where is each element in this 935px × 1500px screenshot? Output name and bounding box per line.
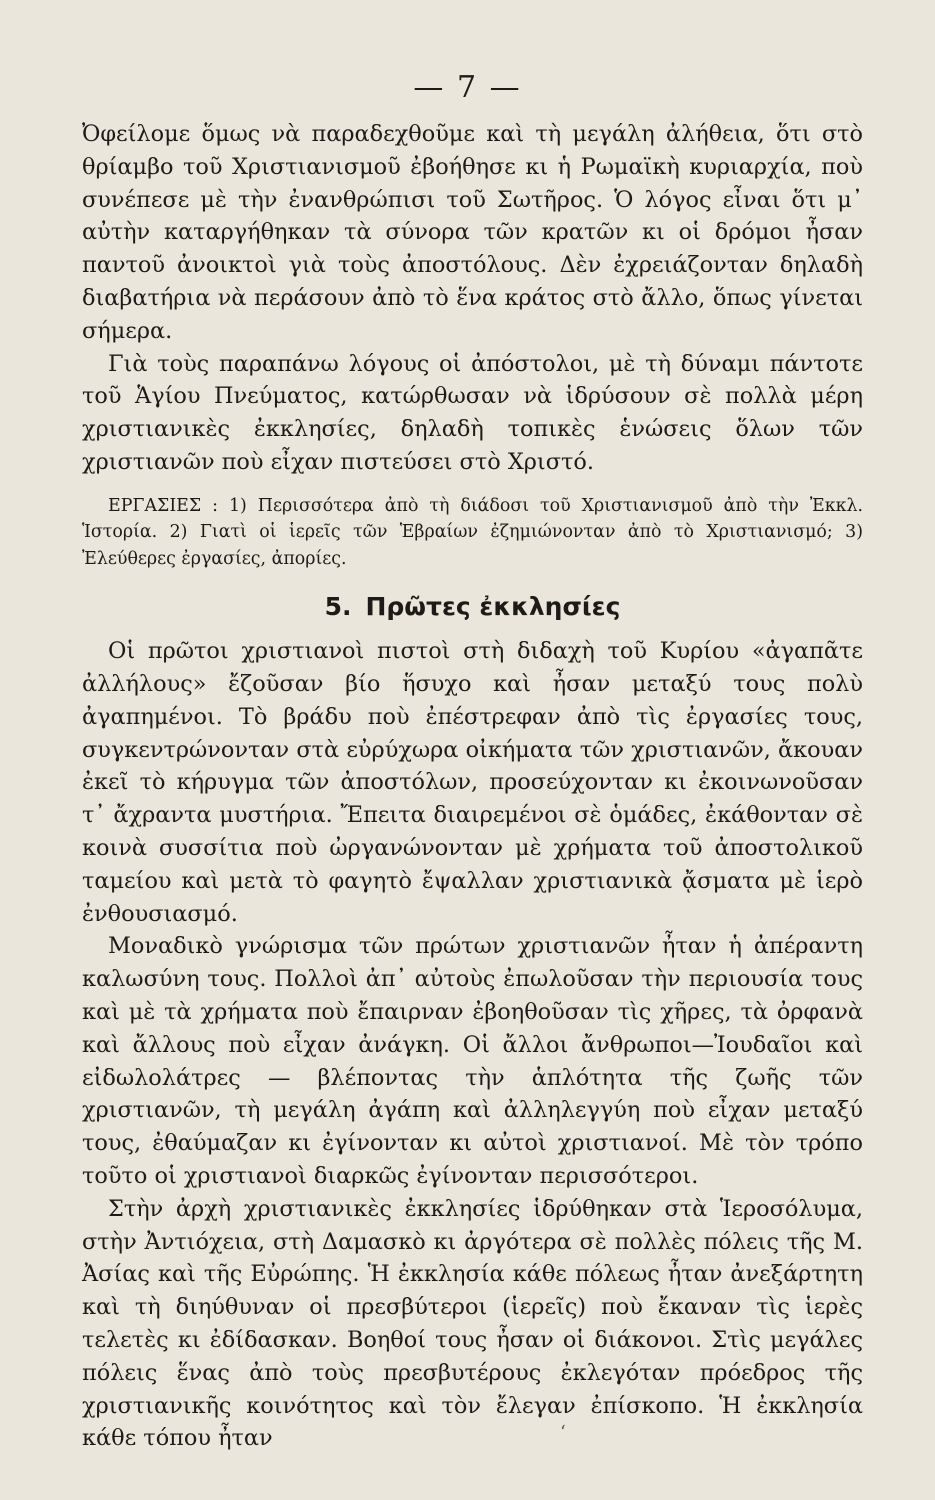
section-heading [82,592,863,621]
paragraph: Οἱ πρῶτοι χριστιανοὶ πιστοὶ στὴ διδαχὴ τοῦ Κυρίου «ἀγαπᾶτε ἀλλήλους» ἔζοῦσαν βίο ἥσυχο καὶ ἦσαν μεταξύ τους πολὺ ἀγαπημένοι. Τὸ βράδυ ποὺ ἐπέστρεφαν ἀπὸ τὶς ἐργασίες τους, συγκεντρώνονταν στὰ εὐρύχωρα οἰκήματα τῶν χριστιανῶν, ἄκουαν ἐκεῖ τὸ κήρυγμα τῶν ἀποστόλων, προσεύχονταν κι ἐκοινωνοῦσαν τ᾽ ἄχραντα μυστήρια. Ἔπειτα διαιρεμένοι σὲ ὁμάδες, ἐκάθονταν σὲ κοινὰ συσσίτια ποὺ ὠργανώνονταν μὲ χρήματα τοῦ ἀποστολικοῦ ταμείου καὶ μετὰ τὸ φαγητὸ ἔψαλλαν χριστιανικὰ ᾄσματα μὲ ἱερὸ ἐνθουσιασμό. [82,638,863,927]
paragraph: Ὀφείλομε ὅμως νὰ παραδεχθοῦμε καὶ τὴ μεγάλη ἀλήθεια, ὅτι στὸ θρίαμβο τοῦ Χριστιανισμοῦ ἐβοήθησε κι ἡ Ρωμαϊκὴ κυριαρχία, ποὺ συνέπεσε μὲ τὴν ἐνανθρώπισι τοῦ Σωτῆρος. Ὁ λόγος εἶναι ὅτι μ᾽ αὐτὴν καταργήθηκαν τὰ σύνορα τῶν κρατῶν κι οἱ δρόμοι ἦσαν παντοῦ ἀνοικτοὶ γιὰ τοὺς ἀποστόλους. Δὲν ἐχρειάζονταν δηλαδὴ διαβατήρια νὰ περάσουν ἀπὸ τὸ ἕνα κράτος στὸ ἄλλο, ὅπως γίνεται σήμερα. [82,121,863,344]
section-title: Πρῶτες ἐκκλησίες [365,592,621,622]
paragraph: Μοναδικὸ γνώρισμα τῶν πρώτων χριστιανῶν ἦταν ἡ ἀπέραντη καλωσύνη τους. Πολλοὶ ἀπ᾽ αὐτοὺς ἐπωλοῦσαν τὴν περιουσία τους καὶ μὲ τὰ χρήματα ποὺ ἔπαιρναν ἐβοηθοῦσαν τὶς χῆρες, τὰ ὀρφανὰ καὶ ἄλλους ποὺ εἶχαν ἀνάγκη. Οἱ ἄλλοι ἄνθρωποι—Ἰουδαῖοι καὶ εἰδωλολάτρες — βλέποντας τὴν ἁπλότητα τῆς ζωῆς τῶν χριστιανῶν, τὴ μεγάλη ἀγάπη καὶ ἀλληλεγγύη ποὺ εἶχαν μεταξύ τους, ἐθαύμαζαν κι ἐγίνονταν κι αὐτοὶ χριστιανοί. Μὲ τὸν τρόπο τοῦτο οἱ χριστιανοὶ διαρκῶς ἐγίνονταν περισσότεροι. [82,933,863,1190]
paragraph: Στὴν ἀρχὴ χριστιανικὲς ἐκκλησίες ἱδρύθηκαν στὰ Ἱεροσόλυμα, στὴν Ἀντιόχεια, στὴ Δαμασκὸ κι ἀργότερα σὲ πολλὲς πόλεις τῆς Μ. Ἀσίας καὶ τῆς Εὐρώπης. Ἡ ἐκκλησία κάθε πόλεως ἦταν ἀνεξάρτητη καὶ τὴ διηύθυναν οἱ πρεσβύτεροι (ἱερεῖς) ποὺ ἔκαναν τὶς ἱερὲς τελετὲς κι ἐδίδασκαν. Βοηθοί τους ἦσαν οἱ διάκονοι. Στὶς μεγάλες πόλεις ἕνας ἀπὸ τοὺς πρεσβυτέρους ἐκλεγόταν πρόεδρος τῆς χριστιανικῆς κοινότητος καὶ τὸν ἔλεγαν ἐπίσκοπο. Ἡ ἐκκλησία κάθε τόπου ἦταν [82,1195,863,1452]
page-number: — 7 — [413,70,522,105]
section-number: 5. [324,592,352,622]
ink-mark: ʻ [560,1422,566,1443]
page-content [82,118,863,1455]
paragraph: Γιὰ τοὺς παραπάνω λόγους οἱ ἀπόστολοι, μὲ τὴ δύναμι πάντοτε τοῦ Ἁγίου Πνεύματος, κατώρθωσαν νὰ ἱδρύσουν σὲ πολλὰ μέρη χριστιανικὲς ἐκκλησίες, δηλαδὴ τοπικὲς ἑνώσεις ὅλων τῶν χριστιανῶν ποὺ εἶχαν πιστεύσει στὸ Χριστό. [82,350,863,475]
exercises-note: ΕΡΓΑΣΙΕΣ : 1) Περισσότερα ἀπὸ τὴ διάδοσι τοῦ Χριστιανισμοῦ ἀπὸ τὴν Ἐκκλ. Ἱστορία. 2) Γιατὶ οἱ ἱερεῖς τῶν Ἑβραίων ἐζημιώνονταν ἀπὸ τὸ Χριστιανισμό; 3) Ἐλεύθερες ἐργασίες, ἀπορίες. [82,495,863,569]
